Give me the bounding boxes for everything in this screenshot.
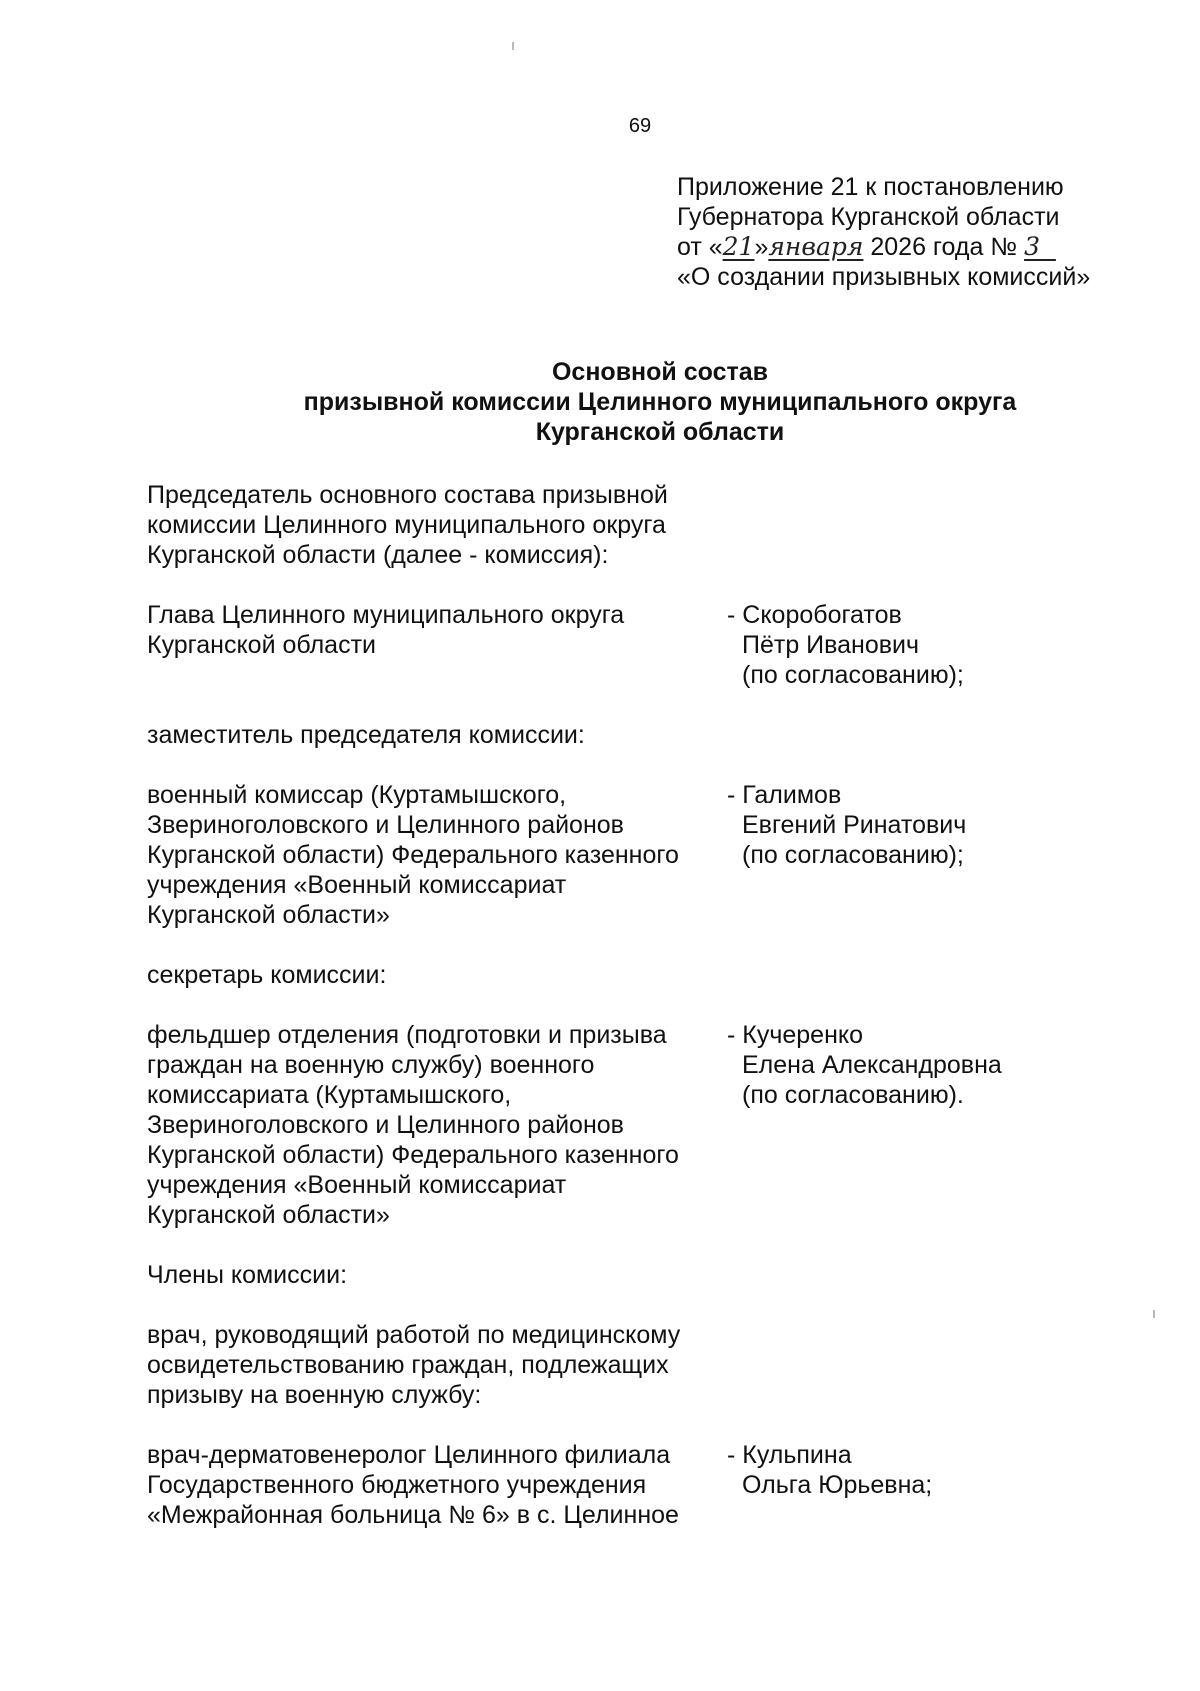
deputy-given-names: Евгений Ринатович <box>742 811 967 839</box>
doctor-heading-line-2: освидетельствованию граждан, подлежащих <box>147 1351 669 1379</box>
deputy-entry <box>147 780 1047 930</box>
secretary-position-line-3: комиссариата (Куртамышского, <box>147 1081 512 1109</box>
intro-line-1: Председатель основного состава призывной <box>147 481 668 509</box>
appendix-line-4: «О создании призывных комиссий» <box>677 263 1091 291</box>
doctor-position-line-1: врач-дерматовенеролог Целинного филиала <box>147 1441 671 1469</box>
date-middle: » <box>754 233 769 261</box>
title-line-2: призывной комиссии Целинного муниципального округа <box>303 388 1017 416</box>
document-title <box>0 357 1200 447</box>
deputy-position-line-4: учреждения «Военный комиссариат <box>147 871 567 899</box>
handwritten-day: 21 <box>722 232 755 261</box>
secretary-position-line-4: Звериноголовского и Целинного районов <box>147 1111 624 1139</box>
doctor-heading <box>147 1320 727 1410</box>
doctor-given-names: Ольга Юрьевна; <box>742 1471 933 1499</box>
deputy-position-line-2: Звериноголовского и Целинного районов <box>147 811 624 839</box>
appendix-date-line <box>677 232 1090 262</box>
document-body <box>147 480 1047 1560</box>
scan-speck <box>512 42 514 50</box>
date-suffix: 2026 года № <box>863 233 1025 261</box>
secretary-position-line-5: Курганской области) Федерального казенного <box>147 1141 679 1169</box>
chair-position <box>147 600 727 690</box>
secretary-position-line-1: фельдшер отделения (подготовки и призыва <box>147 1021 667 1049</box>
chair-position-line-1: Глава Целинного муниципального округа <box>147 601 625 629</box>
chair-intro <box>147 480 707 570</box>
doctor-surname: - Кульпина <box>727 1441 852 1469</box>
page-number: 69 <box>628 115 652 137</box>
title-line-3: Курганской области <box>535 418 785 446</box>
secretary-agreement-note: (по согласованию). <box>742 1081 964 1109</box>
title-line-1: Основной состав <box>551 358 769 386</box>
secretary-position-line-6: учреждения «Военный комиссариат <box>147 1171 567 1199</box>
intro-line-2: комиссии Целинного муниципального округа <box>147 511 666 539</box>
doctor-position-line-2: Государственного бюджетного учреждения <box>147 1471 647 1499</box>
appendix-line-1: Приложение 21 к постановлению <box>677 173 1064 201</box>
secretary-entry <box>147 1020 1047 1230</box>
appendix-line-2: Губернатора Курганской области <box>677 203 1060 231</box>
handwritten-month: января <box>768 232 864 261</box>
doctor-position-line-3: «Межрайонная больница № 6» в с. Целинное <box>147 1501 679 1529</box>
handwritten-number-underline-pad <box>1040 232 1056 261</box>
chair-entry <box>147 600 1047 690</box>
deputy-position-line-1: военный комиссар (Куртамышского, <box>147 781 567 809</box>
deputy-heading: заместитель председателя комиссии: <box>147 721 585 749</box>
chair-agreement-note: (по согласованию); <box>742 661 964 689</box>
deputy-position-line-5: Курганской области» <box>147 901 390 929</box>
chair-person <box>727 600 1047 690</box>
doctor-heading-line-3: призыву на военную службу: <box>147 1381 482 1409</box>
scan-speck <box>1153 1310 1155 1318</box>
intro-line-3: Курганской области (далее - комиссия): <box>147 541 609 569</box>
secretary-position-line-7: Курганской области» <box>147 1201 390 1229</box>
doctor-person <box>727 1440 1047 1530</box>
deputy-person <box>727 780 1047 930</box>
chair-given-names: Пётр Иванович <box>742 631 920 659</box>
deputy-surname: - Галимов <box>727 781 842 809</box>
secretary-person <box>727 1020 1047 1230</box>
doctor-position <box>147 1440 727 1530</box>
appendix-block <box>677 172 1090 292</box>
date-prefix: от « <box>677 233 723 261</box>
secretary-given-names: Елена Александровна <box>742 1051 1002 1079</box>
deputy-agreement-note: (по согласованию); <box>742 841 964 869</box>
secretary-heading: секретарь комиссии: <box>147 961 387 989</box>
secretary-position-line-2: граждан на военную службу) военного <box>147 1051 595 1079</box>
deputy-position-line-3: Курганской области) Федерального казенного <box>147 841 679 869</box>
chair-surname: - Скоробогатов <box>727 601 902 629</box>
secretary-surname: - Кучеренко <box>727 1021 863 1049</box>
deputy-position <box>147 780 727 930</box>
members-heading: Члены комиссии: <box>147 1261 348 1289</box>
doctor-heading-line-1: врач, руководящий работой по медицинскому <box>147 1321 681 1349</box>
secretary-position <box>147 1020 727 1230</box>
chair-position-line-2: Курганской области <box>147 631 377 659</box>
doctor-entry <box>147 1440 1047 1530</box>
handwritten-number: 3 <box>1024 232 1040 261</box>
